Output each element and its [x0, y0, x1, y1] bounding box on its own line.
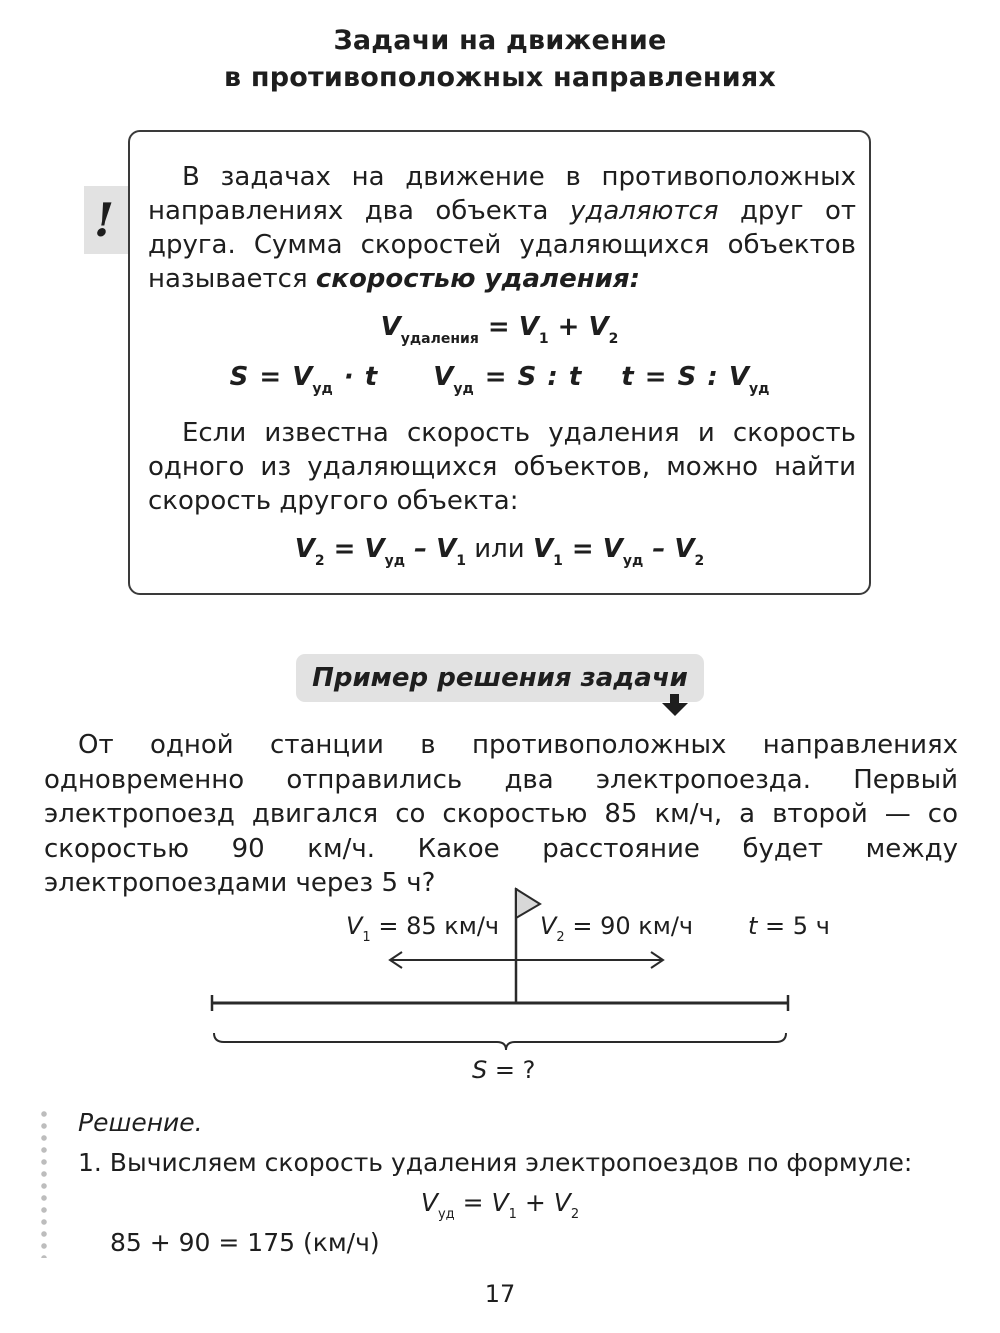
down-arrow-icon [660, 694, 690, 720]
formula-row [128, 362, 871, 397]
formula-difference: $V_2 = V_{уд} - V_1$ или $V_1 = V_{уд} - V_2$ [294, 534, 705, 569]
speed-2-label: $V_2 = 90$ км/ч [540, 912, 694, 945]
flag-icon [516, 889, 540, 918]
distance-label: S = ? [472, 1056, 536, 1084]
rule-paragraph-2: Если известна скорость удаления и скорость одного из удаляющихся объектов, можно найти скорость другого объекта: [148, 418, 856, 516]
solution-calculation: 85 + 90 = 175 (км/ч) [110, 1228, 380, 1257]
title-line-1: Задачи на движение [333, 25, 667, 56]
solution-formula: $V_{уд} = V_1 + V_2$ [420, 1188, 580, 1222]
formula-distance: $S = V_{уд} \cdot t$ [229, 362, 378, 397]
rule-term: скоростью удаления: [315, 264, 640, 294]
page-title [0, 22, 1000, 96]
solution-heading: Решение. [78, 1108, 203, 1137]
problem-text: От одной станции в противоположных направлениях одновременно отправились два электропоезда. Первый электропоезд двигался со скоростью 85 км/ч, а второй — со скоростью 90 км/ч. Какое расстояние будет между электропоездами через 5 ч? [44, 730, 958, 898]
solution-margin-dots [40, 1108, 48, 1258]
formula-time: t = S : $V_{уд}$ [621, 362, 770, 397]
formula-speed: $V_{уд} = S$ : t [433, 362, 582, 397]
brace [214, 1033, 786, 1050]
rule-text: друг от друга. Сумма скоростей удаляющихся объектов называется [148, 196, 856, 294]
exclamation-icon: ! [93, 193, 115, 247]
example-label: Пример решения задачи [312, 663, 688, 693]
rule-paragraph-1 [148, 160, 856, 296]
rule-emphasis: удаляются [569, 196, 719, 226]
page-number: 17 [484, 1280, 516, 1308]
solution-step-1: 1. Вычисляем скорость удаления электропоездов по формуле: [78, 1148, 913, 1177]
title-line-2: в противоположных направлениях [223, 62, 777, 93]
rule-text: В задачах на движение в противоположных направлениях два объекта [148, 162, 856, 226]
speed-1-label: $V_1 = 85$ км/ч [346, 912, 500, 945]
time-label: t = 5 ч [748, 912, 830, 940]
formula-removal-speed: $V_{удаления} = V_1 + V_2$ [380, 312, 619, 347]
